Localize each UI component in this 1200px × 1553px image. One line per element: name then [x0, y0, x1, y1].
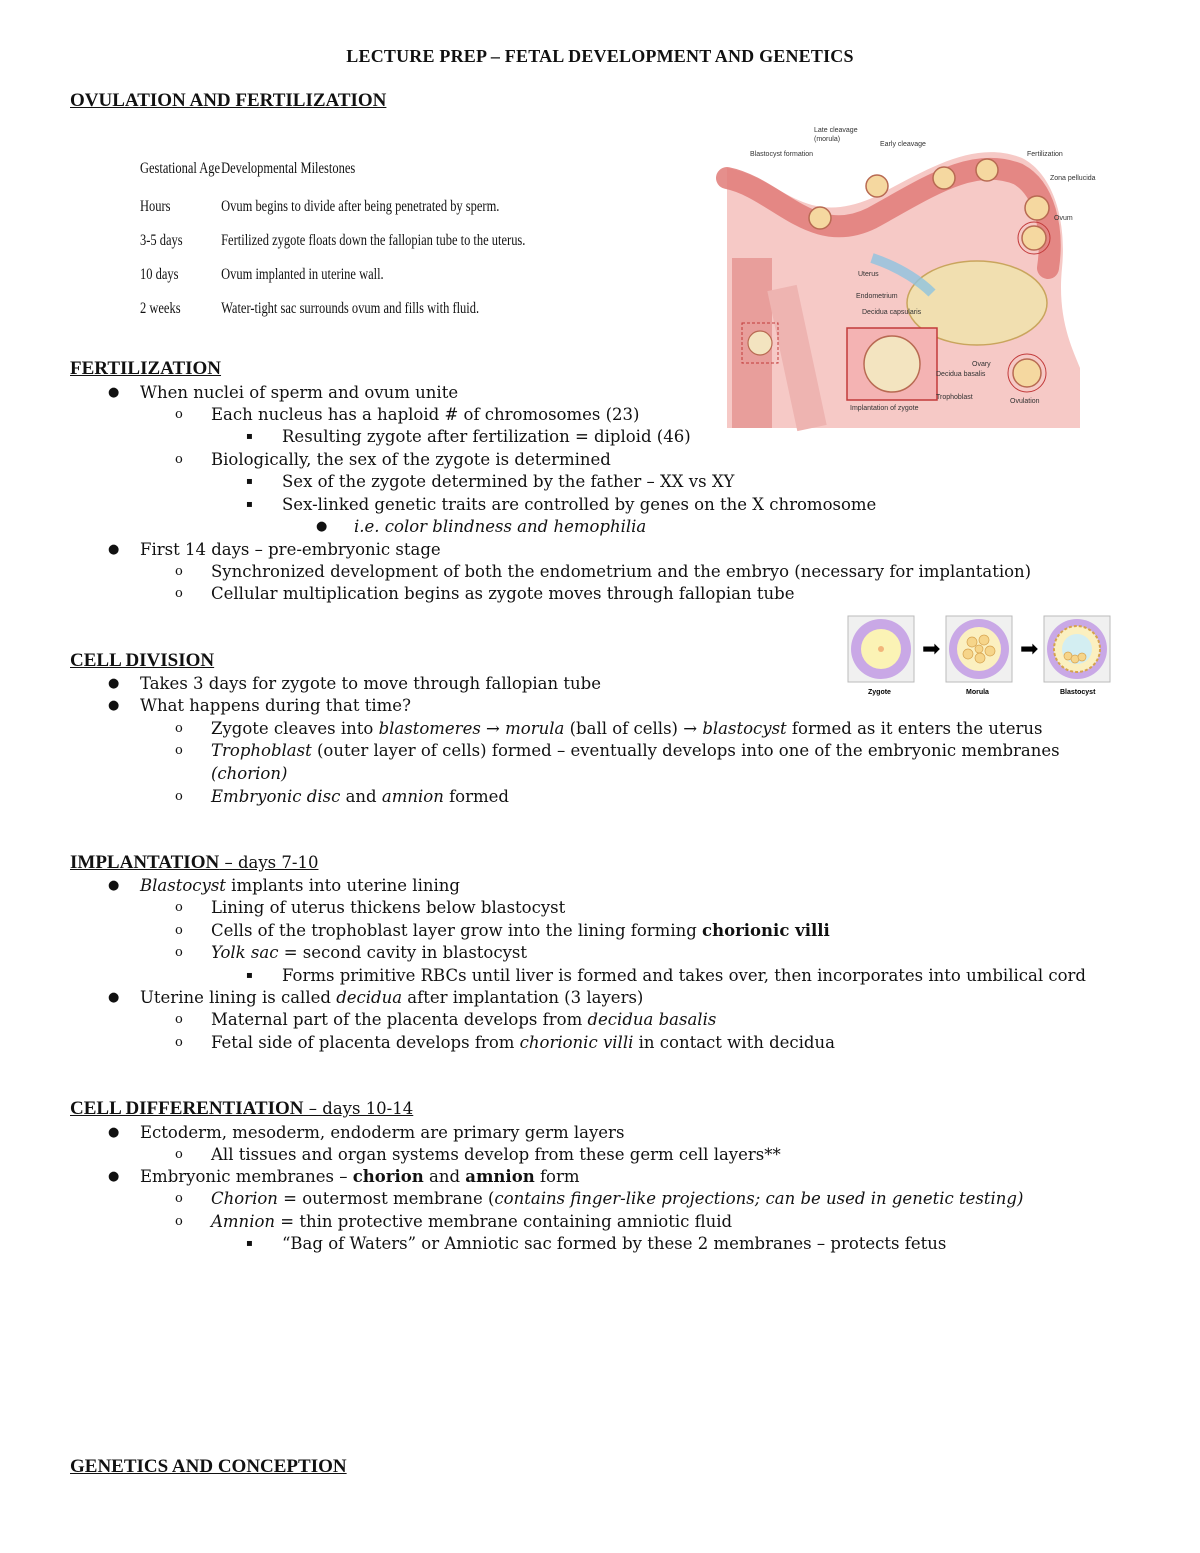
label-uterus: Uterus — [858, 271, 879, 278]
stage-label: Morula — [966, 689, 989, 696]
bullet-circle: o — [175, 586, 183, 601]
bullet-dot: ● — [108, 698, 120, 713]
list-item: Blastocyst implants into uterine lining — [140, 876, 460, 895]
label-early-cleavage: Early cleavage — [880, 141, 926, 148]
list-item: Biologically, the sex of the zygote is determined — [211, 450, 611, 469]
list-item: Zygote cleaves into blastomeres → morula (ball of cells) → blastocyst formed as it enters the uterus — [211, 719, 1043, 738]
stage-label: Zygote — [868, 689, 891, 696]
bullet-square: ▪ — [246, 499, 253, 510]
bullet-circle: o — [175, 1191, 183, 1206]
milestone-age: 3-5 days — [140, 232, 183, 249]
header-desc: Developmental Milestones — [221, 160, 356, 177]
list-item: Yolk sac = second cavity in blastocyst — [211, 943, 528, 962]
list-item: Amnion = thin protective membrane containing amniotic fluid — [211, 1212, 733, 1231]
bullet-circle: o — [175, 1012, 183, 1027]
milestone-age: 10 days — [140, 266, 179, 283]
bullet-circle: o — [175, 945, 183, 960]
list-item: Sex of the zygote determined by the father – XX vs XY — [282, 472, 735, 491]
bullet-square: ▪ — [246, 431, 253, 442]
list-item: Sex-linked genetic traits are controlled by genes on the X chromosome — [282, 495, 877, 514]
list-item: First 14 days – pre-embryonic stage — [140, 540, 441, 559]
bullet-dot: ● — [108, 1169, 120, 1184]
label-trophoblast: Trophoblast — [936, 394, 973, 401]
section-heading-cell-division: CELL DIVISION — [70, 650, 215, 671]
bullet-square: ▪ — [246, 970, 253, 981]
bullet-dot: ● — [108, 676, 120, 691]
header-age: Gestational Age — [140, 160, 221, 177]
milestone-desc: Water-tight sac surrounds ovum and fills with fluid. — [221, 300, 480, 317]
list-item: Ectoderm, mesoderm, endoderm are primary germ layers — [140, 1123, 625, 1142]
list-item: Embryonic disc and amnion formed — [211, 787, 509, 806]
list-item: Embryonic membranes – chorion and amnion form — [140, 1167, 580, 1186]
milestone-desc: Ovum implanted in uterine wall. — [221, 266, 384, 283]
label-late-cleavage: Late cleavage — [814, 127, 858, 134]
label-blastocyst-formation: Blastocyst formation — [750, 151, 814, 158]
arrow-icon: ➡ — [922, 637, 941, 662]
bullet-circle: o — [175, 1035, 183, 1050]
list-item: Chorion = outermost membrane (contains finger-like projections; can be used in genetic testing) — [211, 1189, 1024, 1208]
bullet-circle: o — [175, 407, 183, 422]
bullet-dot: ● — [108, 385, 120, 400]
list-item: All tissues and organ systems develop from these germ cell layers** — [211, 1145, 781, 1164]
bullet-dot: ● — [316, 519, 328, 534]
list-item-continuation: (chorion) — [211, 764, 288, 783]
bullet-circle: o — [175, 789, 183, 804]
label-ovum: Ovum — [1054, 215, 1073, 222]
list-item: Cells of the trophoblast layer grow into the lining forming chorionic villi — [211, 921, 830, 940]
list-item: Cellular multiplication begins as zygote moves through fallopian tube — [211, 584, 795, 603]
section-heading-fertilization: FERTILIZATION — [70, 358, 222, 379]
bullet-dot: ● — [108, 1125, 120, 1140]
list-item: Resulting zygote after fertilization = diploid (46) — [282, 427, 691, 446]
bullet-circle: o — [175, 743, 183, 758]
milestone-desc: Ovum begins to divide after being penetrated by sperm. — [221, 198, 500, 215]
milestone-desc: Fertilized zygote floats down the fallopian tube to the uterus. — [221, 232, 526, 249]
label-fertilization: Fertilization — [1027, 151, 1063, 158]
bullet-circle: o — [175, 923, 183, 938]
list-item: Takes 3 days for zygote to move through fallopian tube — [140, 674, 601, 693]
bullet-square: ▪ — [246, 1238, 253, 1249]
list-item: Maternal part of the placenta develops from decidua basalis — [211, 1010, 717, 1029]
bullet-dot: ● — [108, 542, 120, 557]
milestone-age: Hours — [140, 198, 171, 215]
bullet-dot: ● — [108, 990, 120, 1005]
section-heading-implantation: IMPLANTATION – days 7-10 — [70, 852, 319, 873]
page-title: LECTURE PREP – FETAL DEVELOPMENT AND GENETICS — [346, 46, 854, 66]
section-heading-genetics: GENETICS AND CONCEPTION — [70, 1456, 347, 1477]
bullet-circle: o — [175, 564, 183, 579]
list-item: When nuclei of sperm and ovum unite — [140, 383, 459, 402]
bullet-circle: o — [175, 452, 183, 467]
milestone-age: 2 weeks — [140, 300, 181, 317]
list-item: Lining of uterus thickens below blastocyst — [211, 898, 566, 917]
label-decidua-capsularis: Decidua capsularis — [862, 309, 922, 316]
label-ovary: Ovary — [972, 361, 991, 368]
list-item: Synchronized development of both the endometrium and the embryo (necessary for implantation) — [211, 562, 1032, 581]
list-item: Fetal side of placenta develops from chorionic villi in contact with decidua — [211, 1033, 835, 1052]
list-item: Uterine lining is called decidua after implantation (3 layers) — [140, 988, 644, 1007]
label-endometrium: Endometrium — [856, 293, 898, 300]
label-ovulation: Ovulation — [1010, 398, 1040, 405]
list-item: Trophoblast (outer layer of cells) formed – eventually develops into one of the embryonic membranes — [211, 741, 1060, 760]
fertilization-diagram — [722, 118, 1096, 428]
label-zona-pellucida: Zona pellucida — [1050, 175, 1096, 182]
label-decidua-basalis: Decidua basalis — [936, 371, 986, 378]
section-heading-ovulation: OVULATION AND FERTILIZATION — [70, 90, 387, 111]
list-item: i.e. color blindness and hemophilia — [354, 517, 647, 536]
bullet-circle: o — [175, 900, 183, 915]
bullet-circle: o — [175, 1214, 183, 1229]
list-item: What happens during that time? — [140, 696, 411, 715]
arrow-icon: ➡ — [1020, 637, 1039, 662]
bullet-circle: o — [175, 721, 183, 736]
stage-label: Blastocyst — [1060, 689, 1096, 696]
list-item: Forms primitive RBCs until liver is formed and takes over, then incorporates into umbilical cord — [282, 966, 1086, 985]
bullet-dot: ● — [108, 878, 120, 893]
bullet-circle: o — [175, 1147, 183, 1162]
section-heading-cell-differentiation: CELL DIFFERENTIATION – days 10-14 — [70, 1098, 414, 1119]
list-item: Each nucleus has a haploid # of chromosomes (23) — [211, 405, 640, 424]
cell-stages-diagram — [846, 614, 1116, 698]
label-implantation: Implantation of zygote — [850, 405, 919, 412]
bullet-square: ▪ — [246, 476, 253, 487]
list-item: “Bag of Waters” or Amniotic sac formed by these 2 membranes – protects fetus — [282, 1234, 947, 1253]
label-morula: (morula) — [814, 136, 841, 143]
